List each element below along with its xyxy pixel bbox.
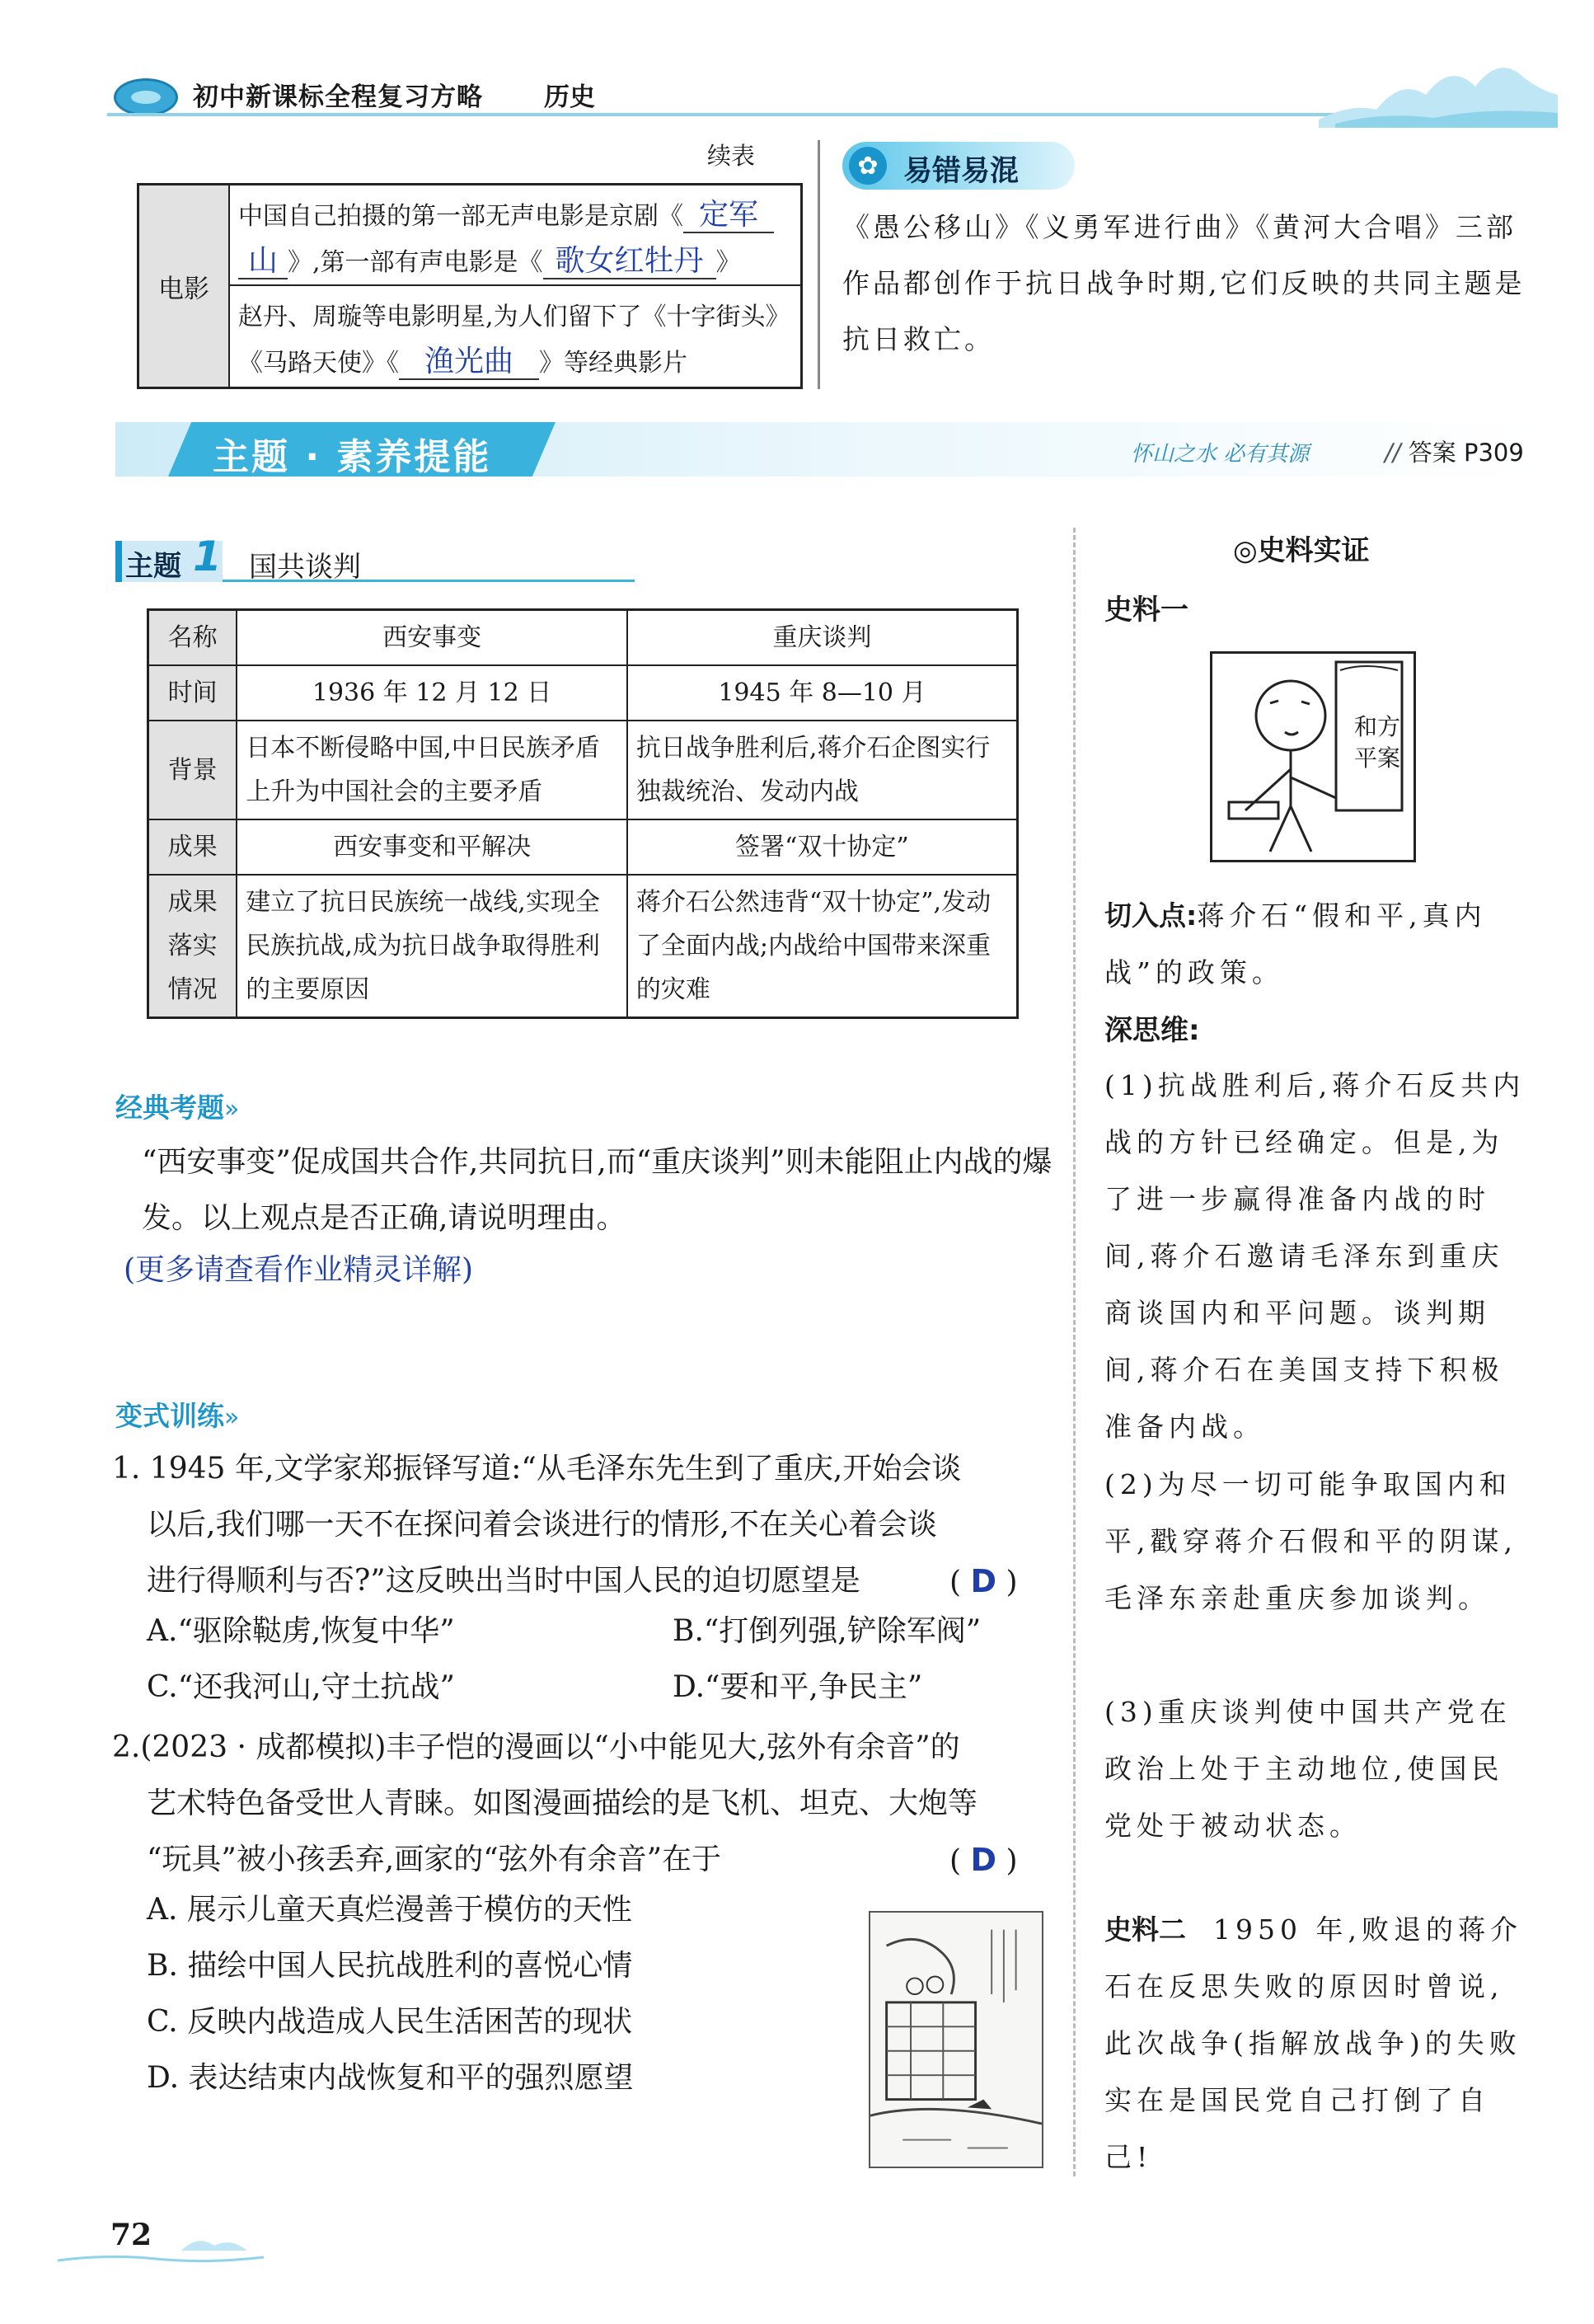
mistake-title: 易错易混 — [903, 155, 1020, 188]
classic-heading — [115, 1087, 239, 1125]
option-c[interactable]: C.“还我河山,守土抗战” — [147, 1670, 455, 1704]
table-cell: 建立了抗日民族统一战线,实现全民族抗战,成为抗日战争取得胜利的主要原因 — [237, 875, 627, 1018]
chiang-cartoon-image — [1210, 651, 1416, 862]
table-cell: 蒋介石公然违背“双十协定”,发动了全面内战;内战给中国带来深重的灾难 — [627, 875, 1018, 1018]
table-header: 名称 — [148, 610, 237, 666]
table-row — [148, 875, 1018, 1018]
double-chevron-icon: » — [224, 1095, 240, 1124]
table-header: 西安事变 — [237, 610, 627, 666]
film-row-2 — [230, 286, 800, 387]
book-title: 初中新课标全程复习方略 — [193, 82, 483, 112]
table-row — [148, 819, 1018, 875]
row-label: 时间 — [148, 665, 237, 721]
entry-label: 切入点: — [1104, 899, 1198, 932]
answer-blank: 定军 — [683, 199, 774, 233]
paren: ) — [1006, 1566, 1018, 1599]
table-cell: 西安事变和平解决 — [237, 819, 627, 875]
film-table — [137, 183, 803, 389]
answer-page: 答案 P309 — [1408, 439, 1524, 467]
material2 — [1104, 1901, 1533, 2185]
paren: ) — [1006, 1844, 1018, 1878]
question-stem: 以后,我们哪一天不在探问着会谈进行的情形,不在关心着会谈 — [147, 1508, 937, 1542]
topic-label: 主题 — [125, 550, 181, 583]
answer-bracket — [949, 1553, 1018, 1611]
paren: ( — [949, 1844, 962, 1878]
table-cell: 抗日战争胜利后,蒋介石企图实行独裁统治、发动内战 — [627, 721, 1018, 819]
question-stem: 1. 1945 年,文学家郑振铎写道:“从毛泽东先生到了重庆,开始会谈 — [112, 1452, 962, 1486]
double-chevron-icon: » — [224, 1403, 240, 1432]
deep-point-1: (1)抗战胜利后,蒋介石反共内战的方针已经确定。但是,为了进一步赢得准备内战的时间,蒋介石邀请毛泽东到重庆商谈国内和平问题。谈判期间,蒋介石在美国支持下积极准备内战。 — [1104, 1069, 1526, 1443]
table-row — [148, 721, 1018, 819]
film-row-1 — [230, 185, 800, 286]
table-cell: 1936 年 12 月 12 日 — [237, 665, 627, 721]
feng-zikai-cartoon-image — [869, 1911, 1043, 2168]
entry-point — [1104, 887, 1533, 1001]
table-header: 重庆谈判 — [627, 610, 1018, 666]
topic-name: 国共谈判 — [249, 551, 361, 584]
classic-question: “西安事变”促成国共合作,共同抗日,而“重庆谈判”则未能阻止内战的爆发。以上观点是否正确,请说明理由。 — [142, 1145, 1053, 1235]
material2-text: 1950 年,败退的蒋介石在反思失败的原因时曾说,此次战争(指解放战争)的失败实在是国民党自己打倒了自己! — [1104, 1913, 1522, 2173]
question-stem-row — [112, 1553, 1076, 1609]
variant-title: 变式训练 — [115, 1400, 224, 1432]
classic-title: 经典考题 — [115, 1092, 224, 1124]
material2-label: 史料二 — [1104, 1913, 1186, 1946]
deep-thinking-label: 深思维: — [1104, 1014, 1200, 1047]
section-motto: 怀山之水 必有其源 — [1131, 442, 1310, 467]
film-text: 》,第一部有声电影是《 — [288, 248, 543, 277]
material1-label: 史料一 — [1104, 594, 1188, 627]
dashed-divider — [1073, 528, 1076, 2176]
option-a[interactable]: A. 展示儿童天真烂漫善于模仿的天性 — [147, 1893, 632, 1927]
entry-text: 蒋介石“假和平,真内战”的政策。 — [1104, 899, 1487, 988]
question-stem-row — [112, 1832, 1076, 1888]
slash-mark: // — [1385, 439, 1401, 467]
option-c[interactable]: C. 反映内战造成人民生活困苦的现状 — [147, 2005, 633, 2039]
table-cell: 日本不断侵略中国,中日民族矛盾上升为中国社会的主要矛盾 — [237, 721, 627, 819]
table-row — [148, 665, 1018, 721]
film-row-header: 电影 — [139, 185, 230, 387]
question-stem: “玩具”被小孩丢弃,画家的“弦外有余音”在于 — [147, 1843, 722, 1876]
film-text: 赵丹、周璇等电影明星,为人们留下了《十字街头》《马路天使》《 — [238, 303, 790, 378]
answer-choice: D — [970, 1563, 997, 1599]
row-label: 成果 — [148, 819, 237, 875]
cartoon-sign-text: 和方平案 — [1354, 713, 1401, 772]
answer-reference — [1385, 434, 1524, 468]
footer-wave-icon — [58, 2218, 264, 2267]
comparison-table — [147, 608, 1019, 1019]
question-stem: 进行得顺利与否?”这反映出当时中国人民的迫切愿望是 — [147, 1564, 860, 1598]
question-stem: 2.(2023 · 成都模拟)丰子恺的漫画以“小中能见大,弦外有余音”的 — [112, 1730, 960, 1764]
table-cell: 签署“双十协定” — [627, 819, 1018, 875]
continued-label: 续表 — [707, 142, 756, 170]
question-1 — [112, 1441, 1076, 1609]
answer-bracket — [949, 1832, 1018, 1890]
evidence-title: ◎史料实证 — [1233, 534, 1370, 567]
table-row — [148, 610, 1018, 666]
answer-blank: 歌女红牡丹 — [543, 245, 716, 279]
film-text: 》等经典影片 — [539, 349, 687, 378]
section-title: 主题 · 素养提能 — [213, 436, 492, 478]
film-text: 中国自己拍摄的第一部无声电影是京剧《 — [238, 202, 683, 231]
row-label: 背景 — [148, 721, 237, 819]
publisher-logo — [114, 78, 178, 116]
mountain-decoration-icon — [1319, 45, 1558, 128]
variant-heading — [115, 1395, 239, 1434]
option-a[interactable]: A.“驱除鞑虏,恢复中华” — [147, 1614, 455, 1648]
answer-choice: D — [970, 1842, 997, 1878]
deep-point-2: (2)为尽一切可能争取国内和平,戳穿蒋介石假和平的阴谋,毛泽东亲赴重庆参加谈判。 — [1104, 1468, 1517, 1614]
more-details-link[interactable]: (更多请查看作业精灵详解) — [124, 1253, 474, 1287]
film-text: 》 — [715, 248, 741, 277]
option-b[interactable]: B.“打倒列强,铲除军阀” — [673, 1614, 982, 1648]
subject-label: 历史 — [544, 82, 595, 112]
header-rule — [107, 113, 1508, 116]
answer-blank: 山 — [238, 245, 288, 279]
option-d[interactable]: D.“要和平,争民主” — [673, 1670, 923, 1704]
question-2 — [112, 1720, 1076, 1888]
topic-number: 1 — [193, 533, 222, 580]
option-b[interactable]: B. 描绘中国人民抗战胜利的喜悦心情 — [147, 1949, 633, 1983]
option-d[interactable]: D. 表达结束内战恢复和平的强烈愿望 — [147, 2061, 634, 2095]
column-divider — [818, 140, 820, 389]
answer-blank: 渔光曲 — [399, 345, 539, 380]
question-stem: 艺术特色备受世人青睐。如图漫画描绘的是飞机、坦克、大炮等 — [147, 1786, 978, 1820]
row-label: 成果落实情况 — [148, 875, 237, 1018]
flower-icon: ✿ — [849, 147, 887, 185]
table-cell: 1945 年 8—10 月 — [627, 665, 1018, 721]
page-number: 72 — [110, 2218, 152, 2252]
paren: ( — [949, 1566, 962, 1599]
deep-point-3: (3)重庆谈判使中国共产党在政治上处于主动地位,使国民党处于被动状态。 — [1104, 1696, 1512, 1842]
mistake-text: 《愚公移山》《义勇军进行曲》《黄河大合唱》三部作品都创作于抗日战争时期,它们反映的共同主题是抗日救亡。 — [842, 211, 1526, 355]
